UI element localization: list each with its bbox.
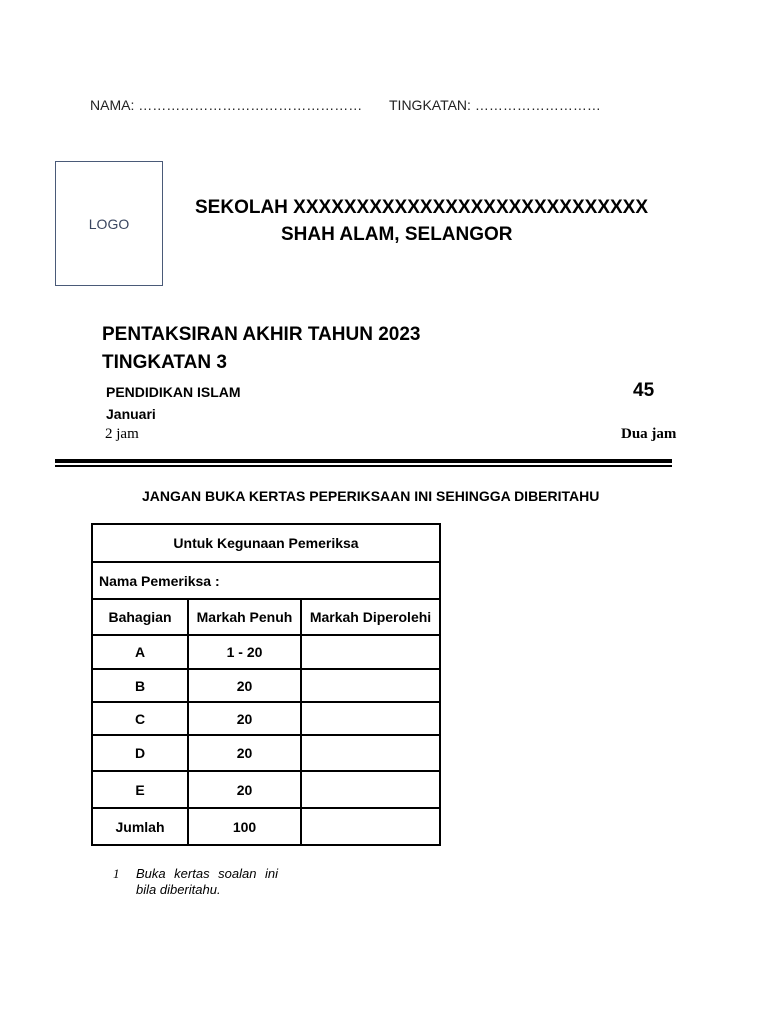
- obtained-marks-cell[interactable]: [301, 635, 440, 669]
- full-marks-cell: 20: [188, 702, 301, 735]
- school-location: SHAH ALAM, SELANGOR: [281, 224, 513, 245]
- section-cell: D: [92, 735, 188, 771]
- school-name: SEKOLAH XXXXXXXXXXXXXXXXXXXXXXXXXXXX: [195, 197, 649, 218]
- total-obtained-marks-cell[interactable]: [301, 808, 440, 845]
- subject-name: PENDIDIKAN ISLAM: [106, 384, 241, 400]
- subject-code: 45: [633, 380, 655, 401]
- table-row: [92, 735, 440, 771]
- table-header-row: [92, 599, 440, 635]
- duration-words: Dua jam: [621, 426, 677, 442]
- instruction-line-2: bila diberitahu.: [136, 882, 221, 897]
- name-field-label: NAMA: …………………………………………: [90, 97, 363, 113]
- full-marks-cell: 20: [188, 771, 301, 808]
- table-title: Untuk Kegunaan Pemeriksa: [92, 524, 440, 562]
- instruction-word: Buka: [136, 866, 166, 881]
- table-row: [92, 702, 440, 735]
- exam-form: TINGKATAN 3: [102, 352, 227, 373]
- col-header-full-marks: Markah Penuh: [188, 599, 301, 635]
- divider-thin: [55, 465, 672, 467]
- divider-thick: [55, 459, 672, 463]
- table-row: [92, 669, 440, 702]
- examiner-name-label: Nama Pemeriksa :: [92, 562, 440, 599]
- section-cell: B: [92, 669, 188, 702]
- instruction-line-1: [136, 866, 278, 882]
- form-field-label: TINGKATAN: ………………………: [389, 97, 601, 113]
- section-cell: A: [92, 635, 188, 669]
- section-cell: C: [92, 702, 188, 735]
- obtained-marks-cell[interactable]: [301, 735, 440, 771]
- col-header-obtained-marks: Markah Diperolehi: [301, 599, 440, 635]
- total-label-cell: Jumlah: [92, 808, 188, 845]
- exam-month: Januari: [106, 406, 156, 422]
- obtained-marks-cell[interactable]: [301, 669, 440, 702]
- table-title-row: [92, 524, 440, 562]
- instruction-text: [136, 866, 278, 898]
- table-row: [92, 771, 440, 808]
- logo-label: LOGO: [88, 215, 130, 232]
- total-full-marks-cell: 100: [188, 808, 301, 845]
- obtained-marks-cell[interactable]: [301, 771, 440, 808]
- instruction-word: ini: [264, 866, 278, 881]
- table-row: [92, 635, 440, 669]
- examiner-table: [91, 523, 441, 846]
- exam-title: PENTAKSIRAN AKHIR TAHUN 2023: [102, 324, 421, 345]
- warning-notice: JANGAN BUKA KERTAS PEPERIKSAAN INI SEHINGGA DIBERITAHU: [142, 488, 600, 504]
- instruction-word: soalan: [218, 866, 257, 881]
- examiner-name-row: [92, 562, 440, 599]
- table-total-row: [92, 808, 440, 845]
- instruction-number: 1: [113, 866, 120, 881]
- logo-placeholder: [55, 161, 163, 286]
- instruction-word: kertas: [174, 866, 210, 881]
- obtained-marks-cell[interactable]: [301, 702, 440, 735]
- full-marks-cell: 20: [188, 735, 301, 771]
- duration-short: 2 jam: [105, 426, 139, 442]
- section-cell: E: [92, 771, 188, 808]
- full-marks-cell: 20: [188, 669, 301, 702]
- col-header-section: Bahagian: [92, 599, 188, 635]
- full-marks-cell: 1 - 20: [188, 635, 301, 669]
